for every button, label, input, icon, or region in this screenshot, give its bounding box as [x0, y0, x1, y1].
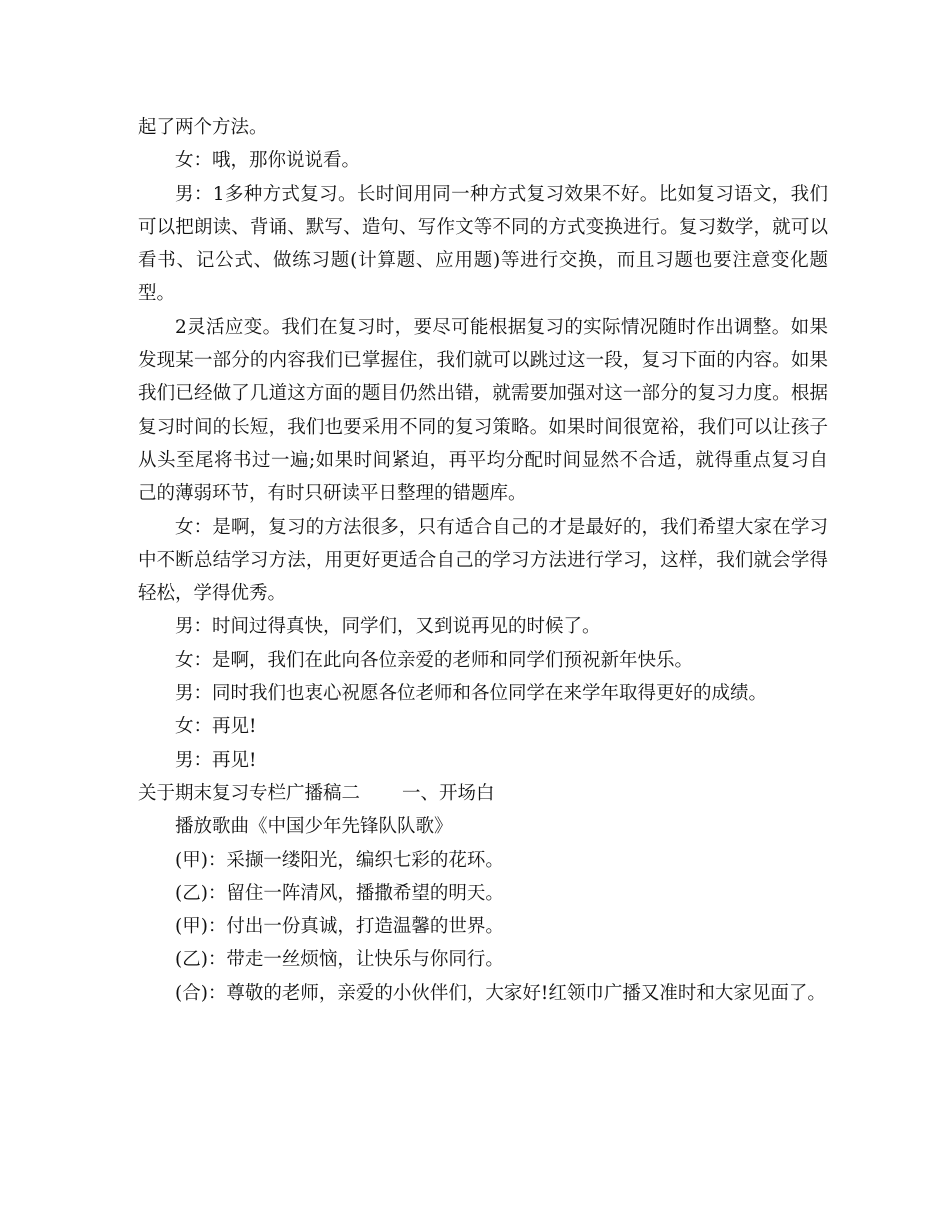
paragraph-3: 男：1多种方式复习。长时间用同一种方式复习效果不好。比如复习语文，我们可以把朗读、背诵、默写、造句、写作文等不同的方式变换进行。复习数学，就可以看书、记公式、做练习题(计算题、应用题)等进行交换，而且习题也要注意变化题型。 — [138, 183, 828, 305]
paragraph-7: 女：是啊，我们在此向各位亲爱的老师和同学们预祝新年快乐。 — [175, 649, 694, 671]
section-title: 关于期末复习专栏广播稿二 — [138, 782, 361, 804]
paragraph-9: 女：再见! — [175, 716, 257, 738]
paragraph-8: 男：同时我们也衷心祝愿各位老师和各位同学在来学年取得更好的成绩。 — [175, 683, 768, 705]
paragraph-6: 男：时间过得真快，同学们，又到说再见的时候了。 — [175, 616, 601, 638]
section-subtitle: 一、开场白 — [402, 782, 495, 804]
paragraph-5: 女：是啊，复习的方法很多，只有适合自己的才是最好的，我们希望大家在学习中不断总结学习方法，用更好更适合自己的学习方法进行学习，这样，我们就会学得轻松，学得优秀。 — [138, 516, 828, 605]
paragraph-11: 播放歌曲《中国少年先锋队队歌》 — [175, 816, 453, 838]
section-heading — [138, 777, 828, 810]
paragraph-15: (乙)：带走一丝烦恼，让快乐与你同行。 — [175, 949, 504, 971]
paragraph-16: (合)：尊敬的老师，亲爱的小伙伴们，大家好!红领巾广播又准时和大家见面了。 — [175, 982, 826, 1004]
document-body — [138, 111, 828, 1010]
paragraph-12: (甲)：采撷一缕阳光，编织七彩的花环。 — [175, 849, 504, 871]
paragraph-13: (乙)：留住一阵清风，播撒希望的明天。 — [175, 882, 504, 904]
paragraph-1: 起了两个方法。 — [138, 117, 268, 138]
paragraph-10: 男：再见! — [175, 749, 257, 771]
paragraph-2: 女：哦，那你说说看。 — [175, 150, 361, 172]
paragraph-4: 2灵活应变。我们在复习时，要尽可能根据复习的实际情况随时作出调整。如果发现某一部分的内容我们已掌握住，我们就可以跳过这一段，复习下面的内容。如果我们已经做了几道这方面的题目仍然出错，就需要加强对这一部分的复习力度。根据复习时间的长短，我们也要采用不同的复习策略。如果时间很宽裕，我们可以让孩子从头至尾将书过一遍;如果时间紧迫，再平均分配时间显然不合适，就得重点复习自己的薄弱环节，有时只研读平日整理的错题库。 — [138, 316, 828, 505]
paragraph-14: (甲)：付出一份真诚，打造温馨的世界。 — [175, 916, 504, 938]
